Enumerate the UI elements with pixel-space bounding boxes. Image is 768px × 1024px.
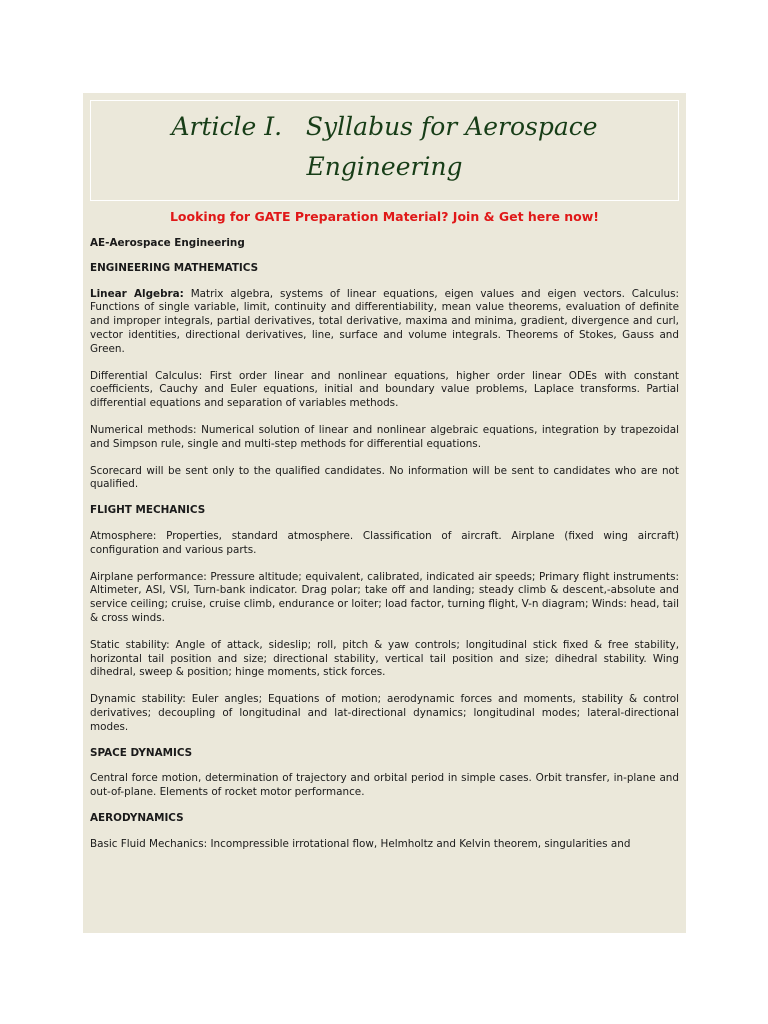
paragraph-linear-algebra bbox=[90, 288, 679, 357]
paragraph-atmosphere: Atmosphere: Properties, standard atmosphere. Classification of aircraft. Airplane (fixed wing aircraft) configuration and various parts. bbox=[90, 529, 679, 556]
page-title bbox=[91, 107, 678, 187]
document-page bbox=[83, 93, 686, 933]
paragraph-differential-calculus: Differential Calculus: First order linear and nonlinear equations, higher order linear ODEs with constant coefficients, Cauchy and Euler equations, initial and boundary value problems, Laplace transforms. Partial differential equations and separation of variables methods. bbox=[90, 369, 679, 410]
section-heading-eng-math: ENGINEERING MATHEMATICS bbox=[90, 261, 259, 274]
paragraph-scorecard: Scorecard will be sent only to the qualified candidates. No information will be sent to candidates who are not qualified. bbox=[90, 464, 679, 491]
linear-algebra-text: Matrix algebra, systems of linear equations, eigen values and eigen vectors. Calculus: Functions of single variable, limit, continuity and differentiability, mean value theorems, evaluation of definite and improper integrals, partial derivatives, total derivative, maxima and minima, gradient, divergence and curl, vector identities, directional derivatives, line, surface and volume integrals. Theorems of Stokes, Gauss and Green. bbox=[90, 287, 680, 355]
section-heading-aerodynamics: AERODYNAMICS bbox=[90, 811, 184, 824]
paragraph-airplane-performance: Airplane performance: Pressure altitude; equivalent, calibrated, indicated air speeds; Primary flight instruments: Altimeter, ASI, VSI, Turn-bank indicator. Drag polar; take off and landing; steady climb & descent,-absolute and service ceiling; cruise, cruise climb, endurance or loiter; load factor, turning flight, V-n diagram; Winds: head, tail & cross winds. bbox=[90, 570, 679, 624]
linear-algebra-label: Linear Algebra: bbox=[90, 287, 184, 300]
paragraph-numerical-methods: Numerical methods: Numerical solution of linear and nonlinear algebraic equations, integration by trapezoidal and Simpson rule, single and multi-step methods for differential equations. bbox=[90, 423, 679, 450]
section-heading-space-dynamics: SPACE DYNAMICS bbox=[90, 746, 193, 759]
subject-heading: AE-Aerospace Engineering bbox=[90, 237, 245, 249]
promo-link[interactable]: Looking for GATE Preparation Material? Join & Get here now! bbox=[169, 209, 600, 224]
paragraph-static-stability: Static stability: Angle of attack, sideslip; roll, pitch & yaw controls; longitudinal stick fixed & free stability, horizontal tail position and size; directional stability, vertical tail position and size; dihedral stability. Wing dihedral, sweep & position; hinge moments, stick forces. bbox=[90, 638, 679, 679]
paragraph-dynamic-stability: Dynamic stability: Euler angles; Equations of motion; aerodynamic forces and moments, stability & control derivatives; decoupling of longitudinal and lat-directional dynamics; longitudinal modes; lateral-directional modes. bbox=[90, 693, 679, 733]
syllabus-content bbox=[83, 237, 686, 852]
title-line-1: Article I. Syllabus for Aerospace bbox=[171, 112, 598, 141]
section-heading-flight-mechanics: FLIGHT MECHANICS bbox=[90, 504, 206, 517]
paragraph-space-dynamics: Central force motion, determination of trajectory and orbital period in simple cases. Orbit transfer, in-plane and out-of-plane. Elements of rocket motor performance. bbox=[90, 772, 679, 799]
paragraph-basic-fluid-mechanics: Basic Fluid Mechanics: Incompressible irrotational flow, Helmholtz and Kelvin theorem, singularities and bbox=[90, 837, 631, 850]
title-box bbox=[90, 100, 679, 201]
title-line-2: Engineering bbox=[306, 152, 463, 181]
